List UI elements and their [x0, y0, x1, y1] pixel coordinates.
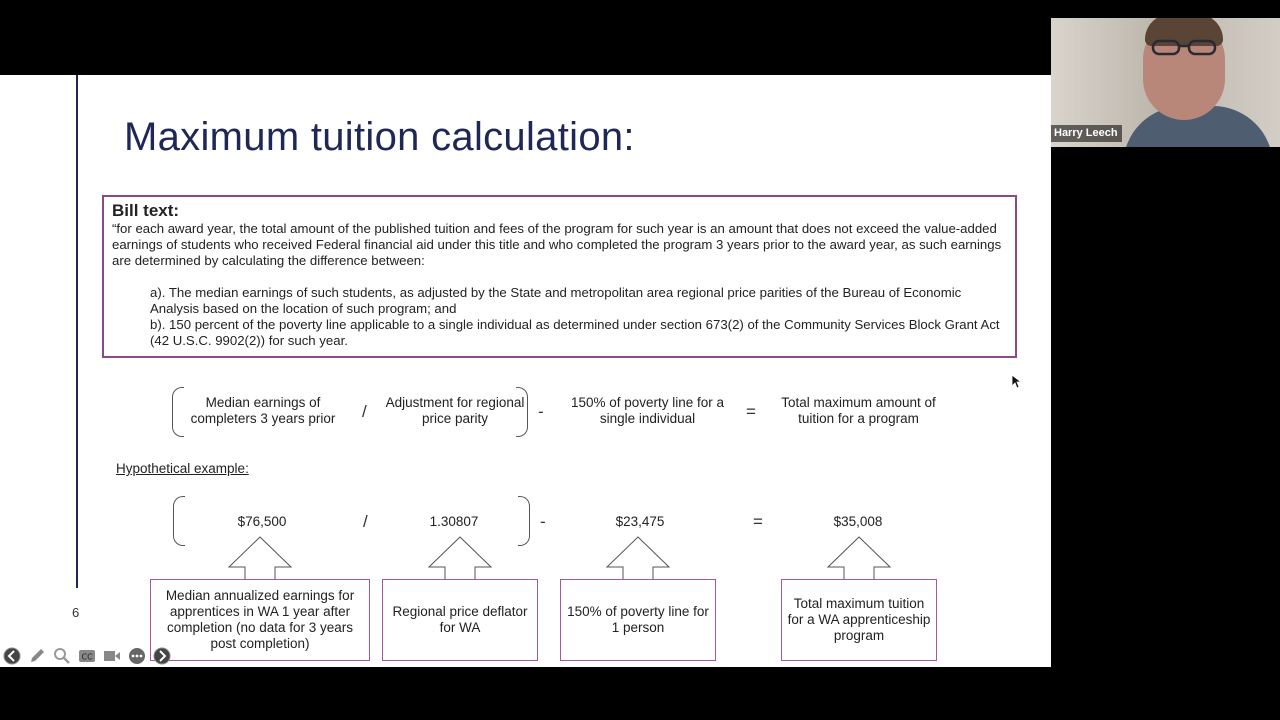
formula-term-price-parity: Adjustment for regional price parity [385, 395, 525, 426]
example-right-bracket [518, 496, 530, 546]
presentation-slide [0, 75, 1051, 667]
mouse-cursor-icon [1011, 374, 1021, 390]
description-box-earnings: Median annualized earnings for apprentices in WA 1 year after completion (no data for 3 years post completion) [150, 579, 370, 661]
zoom-icon [53, 647, 71, 665]
example-minus-operator: - [540, 512, 546, 531]
more-options-button[interactable] [127, 646, 147, 666]
formula-result: Total maximum amount of tuition for a program [781, 395, 936, 426]
bill-text-label: Bill text: [112, 201, 180, 220]
example-value-result: $35,008 [833, 514, 883, 529]
example-divide-operator: / [363, 512, 368, 531]
description-box-deflator: Regional price deflator for WA [382, 579, 538, 661]
arrow-up-icon [428, 536, 492, 582]
bill-item-b: b). 150 percent of the poverty line applicable to a single individual as determined under section 673(2) of the Community Services Block Grant Act (42 U.S.C. 9902(2)) for such year. [150, 317, 1000, 348]
prev-slide-button[interactable] [2, 646, 22, 666]
prev-slide-icon [3, 647, 21, 665]
slide-number: 6 [72, 605, 80, 620]
next-slide-button[interactable] [152, 646, 172, 666]
hypothetical-example-label: Hypothetical example: [116, 461, 249, 476]
arrow-up-icon [827, 536, 891, 582]
captions-button[interactable] [77, 646, 97, 666]
formula-equals-operator: = [746, 402, 756, 421]
example-equals-operator: = [753, 512, 763, 531]
example-value-earnings: $76,500 [237, 514, 287, 529]
slide-accent-line [76, 75, 78, 588]
example-left-bracket [173, 496, 185, 546]
formula-term-median-earnings: Median earnings of completers 3 years prior [190, 395, 336, 426]
arrow-up-icon [228, 536, 292, 582]
camera-button[interactable] [102, 646, 122, 666]
arrow-up-icon [606, 536, 670, 582]
formula-row [0, 380, 1051, 450]
camera-icon [103, 647, 121, 665]
formula-term-poverty-line: 150% of poverty line for a single individual [570, 395, 725, 426]
svg-text:CC: CC [81, 652, 93, 662]
bill-text-box [102, 195, 1017, 358]
glasses-icon [1149, 38, 1219, 56]
pen-button[interactable] [27, 646, 47, 666]
zoom-button[interactable] [52, 646, 72, 666]
more-icon [128, 647, 146, 665]
captions-icon [78, 647, 96, 665]
participant-name-label: Harry Leech [1051, 125, 1122, 142]
bill-items [150, 285, 1007, 349]
pen-icon [28, 647, 46, 665]
description-box-poverty: 150% of poverty line for 1 person [560, 579, 716, 661]
example-value-deflator: 1.30807 [429, 514, 479, 529]
slideshow-toolbar [2, 646, 172, 666]
participant-video-tile[interactable] [1051, 18, 1280, 147]
formula-minus-operator: - [538, 402, 544, 421]
next-slide-icon [153, 647, 171, 665]
slide-title: Maximum tuition calculation: [124, 115, 635, 159]
formula-right-bracket [516, 387, 528, 437]
description-box-result: Total maximum tuition for a WA apprenticeship program [781, 579, 937, 661]
bill-intro-text: “for each award year, the total amount of the published tuition and fees of the program for such year is an amount that does not exceed the value-added earnings of students who received Federal financial aid under this title and who completed the program 3 years prior to the award year, as such earnings are determined by calculating the difference between: [112, 221, 1002, 268]
bill-item-a: a). The median earnings of such students, as adjusted by the State and metropolitan area regional price parities of the Bureau of Economic Analysis based on the location of such program; and [150, 285, 962, 316]
formula-divide-operator: / [362, 402, 367, 421]
example-value-poverty: $23,475 [615, 514, 665, 529]
